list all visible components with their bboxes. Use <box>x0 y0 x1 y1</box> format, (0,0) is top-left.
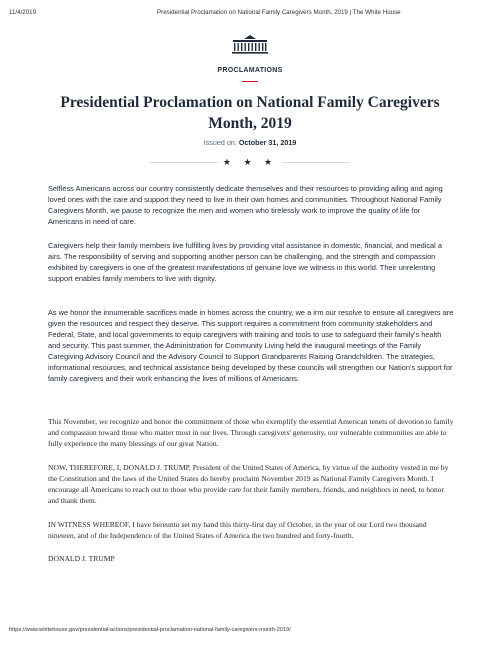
paragraph-4: This November, we recognize and honor the commitment of those who exemplify the essential American tenets of devotion to family and compassion toward those who matter most in our lives. Through caregivers' generosity, our vulnerable communities are able to fully experience the many blessings of our great Nation. <box>48 417 454 448</box>
paragraph-2: Caregivers help their family members live fulfilling lives by providing vital assistance in domestic, financial, and medical a airs. The responsibility of serving and supporting another person can be challenging, and the strength and compassion exhibited by caregivers is one of the greatest manifestations of genuine love we witness in this world. Their unrelenting support enables family members to live with dignity. <box>48 241 442 283</box>
white-house-logo-icon[interactable] <box>230 33 270 55</box>
signature-line: DONALD J. TRUMP <box>48 554 115 563</box>
category-kicker[interactable]: PROCLAMATIONS <box>217 67 283 74</box>
kicker-underline <box>242 81 258 82</box>
print-header <box>9 9 491 19</box>
paragraph-3: As we honor the innumerable sacrifices made in homes across the country, we a irm our resolve to ensure all caregivers are given the resources and respect they deserve. This support requires a commitment from community stakeholders and Federal, State, and local governments to equip caregivers with training and tools to use to safeguard their family's health and security. This past summer, the Administration for Community Living held the inaugural meetings of the Family Caregiving Advisory Council and the Advisory Council to Support Grandparents Raising Grandchildren. The strategies, informational resources, and technical assistance being developed by these councils will strengthen our Nation's support for family caregivers and their work enhancing the lives of millions of Americans. <box>48 308 454 383</box>
print-page-title: Presidential Proclamation on National Family Caregivers Month, 2019 | The White House <box>157 9 401 16</box>
issued-label: Issued on: <box>203 138 237 147</box>
stars-divider-icon: ★ ★ ★ <box>222 157 278 167</box>
footer-url[interactable]: https://www.whitehouse.gov/presidential-actions/presidential-proclamation-national-family-caregivers-month-2019/ <box>9 627 291 633</box>
paragraph-6: IN WITNESS WHEREOF, I have hereunto set my hand this thirty-first day of October, in the year of our Lord two thousand nineteen, and of the Independence of the United States of America the two hundred and forty-fourth. <box>48 520 427 540</box>
page-title: Presidential Proclamation on National Family Caregivers Month, 2019 <box>60 94 440 132</box>
issued-date: October 31, 2019 <box>238 138 297 147</box>
print-date: 11/4/2019 <box>9 9 37 16</box>
issued-date-line <box>0 138 500 147</box>
divider-right <box>282 162 350 163</box>
paragraph-1: Selfless Americans across our country consistently dedicate themselves and their resources to providing ailing and aging loved ones with the care and support they need to live in their own homes and communities. Throughout National Family Caregivers Month, we pause to recognize the men and women who tirelessly work to improve the quality of life for Americans in need of care. <box>48 184 443 226</box>
paragraph-5: NOW, THEREFORE, I, DONALD J. TRUMP, President of the United States of America, by virtue of the authority vested in me by the Constitution and the laws of the United States do hereby proclaim November 2019 as National Family Caregivers Month. I encourage all Americans to reach out to those who provide care for their family members, friends, and neighbors in need, to honor and thank them. <box>48 463 449 505</box>
